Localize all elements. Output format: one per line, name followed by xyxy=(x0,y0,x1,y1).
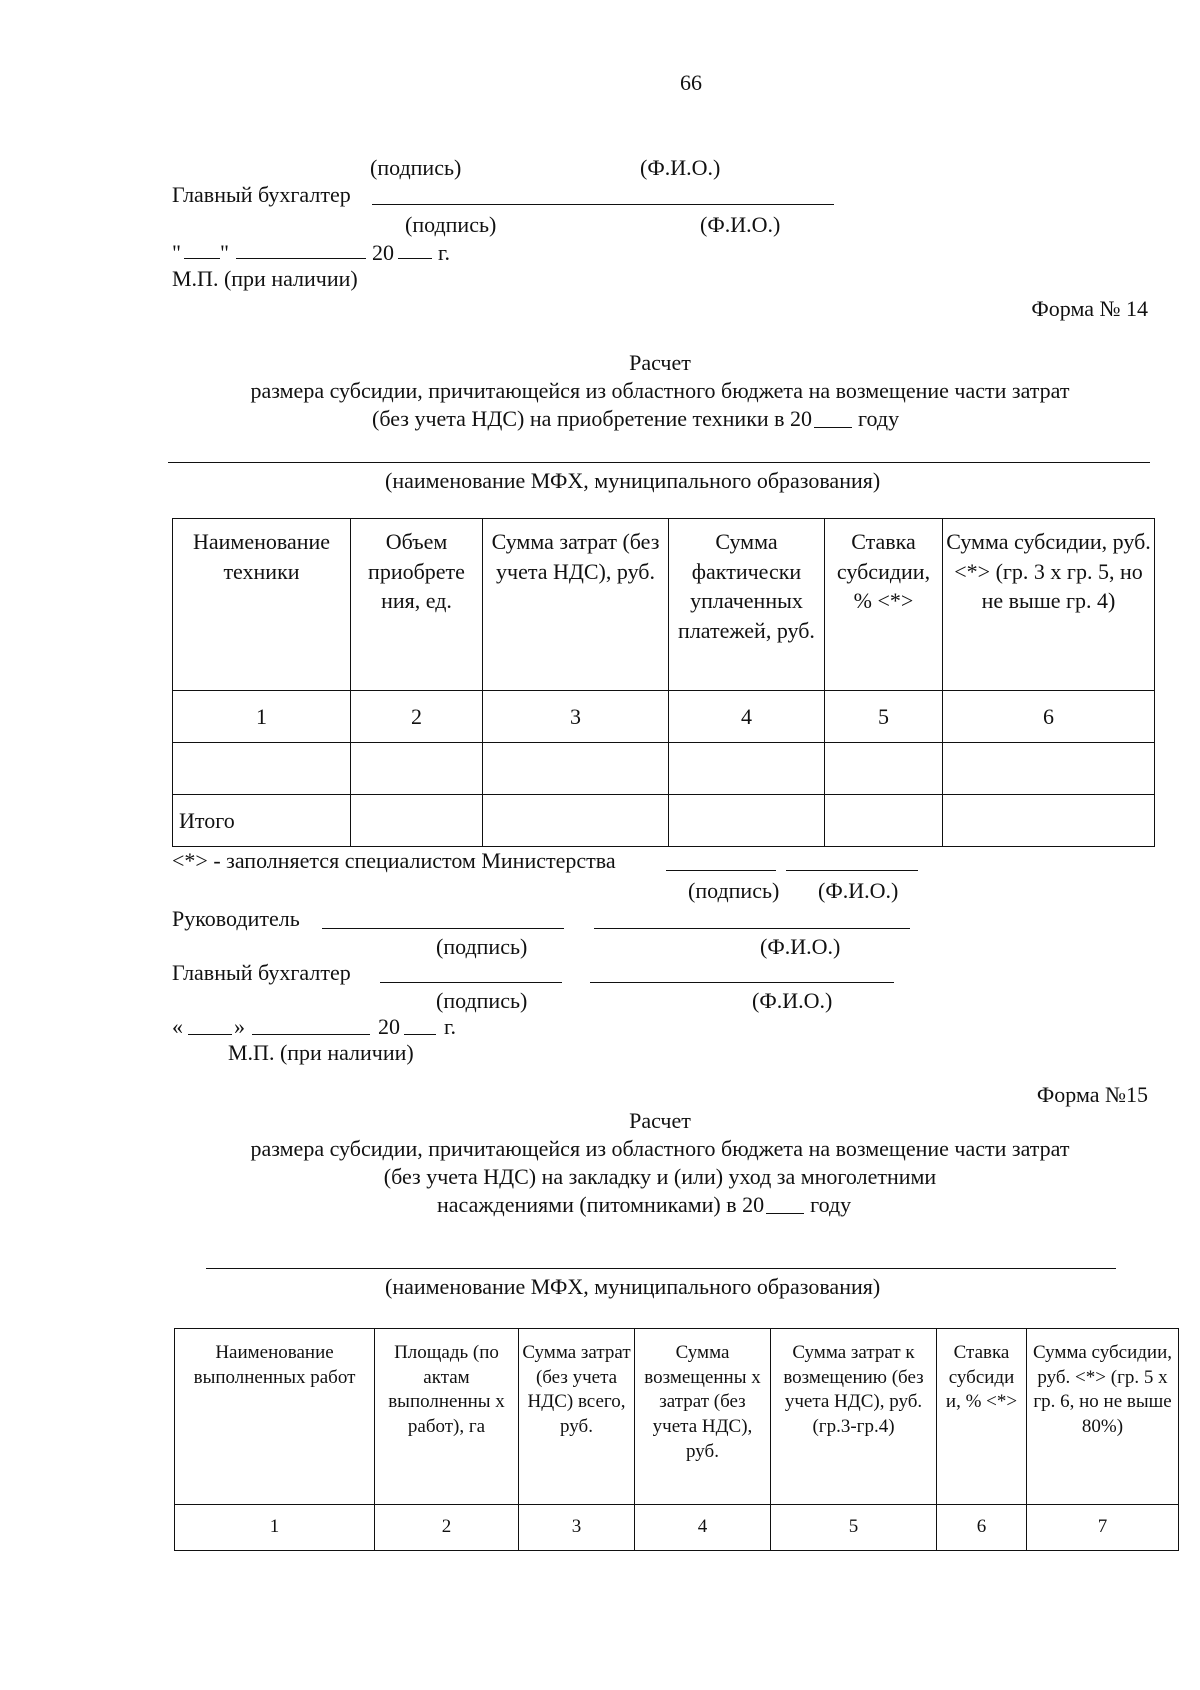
form14-header-cell: Сумма субсидии, руб. <*> (гр. 3 х гр. 5, но не выше гр. 4) xyxy=(943,519,1155,691)
top-chief-accountant-label: Главный бухгалтер xyxy=(172,182,351,207)
form14-date-open: « xyxy=(172,1014,183,1039)
form14-title: Расчет xyxy=(629,350,691,375)
form15-header-cell: Сумма субсидии, руб. <*> (гр. 5 х гр. 6, но не выше 80%) xyxy=(1027,1329,1179,1505)
form14-fn-podpis: (подпись) xyxy=(688,878,780,903)
top-date-open-quote: " xyxy=(172,240,181,265)
form14-col-number: 2 xyxy=(351,691,483,743)
form14-head-podpis: (подпись) xyxy=(436,934,528,959)
top-chief-signature-line xyxy=(372,204,834,205)
form15-year-blank xyxy=(766,1213,804,1214)
form14-header-cell: Сумма затрат (без учета НДС), руб. xyxy=(483,519,669,691)
form14-stamp: М.П. (при наличии) xyxy=(228,1040,414,1065)
form15-header-cell: Сумма затрат к возмещению (без учета НДС), руб. (гр.3-гр.4) xyxy=(771,1329,937,1505)
form15-subtitle-2: (без учета НДС) на закладку и (или) уход за многолетними xyxy=(383,1164,937,1189)
form14-col-number: 6 xyxy=(943,691,1155,743)
top-podpis-label-1: (подпись) xyxy=(370,155,462,180)
page-number: 66 xyxy=(680,70,702,95)
form15-header-cell: Ставка субсиди и, % <*> xyxy=(937,1329,1027,1505)
form15-subtitle-1: размера субсидии, причитающейся из областного бюджета на возмещение части затрат xyxy=(250,1136,1070,1161)
form14-org-line xyxy=(168,462,1150,463)
form14-chief-fio: (Ф.И.О.) xyxy=(752,988,833,1013)
form14-fn-fio: (Ф.И.О.) xyxy=(818,878,899,903)
form15-header-row xyxy=(175,1329,1179,1505)
form14-cell[interactable] xyxy=(943,795,1155,847)
form14-col-number: 5 xyxy=(825,691,943,743)
form14-subtitle-2a: (без учета НДС) на приобретение техники в 20 xyxy=(372,406,813,431)
form14-header-cell: Сумма фактически уплаченных платежей, руб. xyxy=(669,519,825,691)
form14-cell[interactable] xyxy=(351,743,483,795)
form14-cell[interactable] xyxy=(825,795,943,847)
form14-header-row xyxy=(173,519,1155,691)
form14-cell[interactable] xyxy=(669,795,825,847)
form15-table xyxy=(174,1328,1179,1551)
form14-header-cell: Ставка субсидии, % <*> xyxy=(825,519,943,691)
form14-fn-fio-line xyxy=(786,870,918,871)
form15-col-number: 3 xyxy=(519,1505,635,1551)
form14-footnote: <*> - заполняется специалистом Министерства xyxy=(172,848,616,873)
top-date-year: 20 xyxy=(372,240,394,265)
top-date-year-line xyxy=(398,258,432,259)
form14-total-row xyxy=(173,795,1155,847)
form14-cell[interactable] xyxy=(483,743,669,795)
top-date-month-line xyxy=(236,258,366,259)
form14-date-close: » xyxy=(234,1014,245,1039)
form14-header-cell: Наименование техники xyxy=(173,519,351,691)
top-date-day-line xyxy=(184,258,220,259)
form15-col-number: 4 xyxy=(635,1505,771,1551)
form15-header-cell: Наименование выполненных работ xyxy=(175,1329,375,1505)
form15-org-label: (наименование МФХ, муниципального образования) xyxy=(385,1274,881,1299)
form15-subtitle-3 xyxy=(437,1192,851,1217)
form14-chief-signature-line xyxy=(380,982,562,983)
form14-total-label: Итого xyxy=(173,795,351,847)
form14-cell[interactable] xyxy=(669,743,825,795)
top-stamp-label: М.П. (при наличии) xyxy=(172,266,358,291)
form15-header-cell: Площадь (по актам выполненны х работ), га xyxy=(375,1329,519,1505)
form15-col-number: 2 xyxy=(375,1505,519,1551)
form14-subtitle-2b: году xyxy=(858,406,900,431)
form14-date-month-line xyxy=(252,1034,370,1035)
top-fio-label-2: (Ф.И.О.) xyxy=(700,212,781,237)
form14-year-blank xyxy=(814,427,852,428)
form14-org-label: (наименование МФХ, муниципального образования) xyxy=(385,468,881,493)
form15-org-line xyxy=(206,1268,1116,1269)
form15-subtitle-3b: году xyxy=(810,1192,852,1217)
form14-col-number: 3 xyxy=(483,691,669,743)
form15-header-cell: Сумма возмещенны х затрат (без учета НДС), руб. xyxy=(635,1329,771,1505)
form14-empty-row xyxy=(173,743,1155,795)
form14-head-label: Руководитель xyxy=(172,906,300,931)
form14-date-year-line xyxy=(404,1034,436,1035)
form15-col-number: 7 xyxy=(1027,1505,1179,1551)
form14-col-number: 4 xyxy=(669,691,825,743)
form14-cell[interactable] xyxy=(173,743,351,795)
form15-col-number: 1 xyxy=(175,1505,375,1551)
form15-header-cell: Сумма затрат (без учета НДС) всего, руб. xyxy=(519,1329,635,1505)
form15-subtitle-3a: насаждениями (питомниками) в 20 xyxy=(437,1192,765,1217)
form15-title: Расчет xyxy=(629,1108,691,1133)
form14-head-signature-line xyxy=(322,928,564,929)
form15-column-number-row xyxy=(175,1505,1179,1551)
form14-header-cell: Объем приобрете ния, ед. xyxy=(351,519,483,691)
form14-column-number-row xyxy=(173,691,1155,743)
form14-label: Форма № 14 xyxy=(1031,296,1148,321)
form14-col-number: 1 xyxy=(173,691,351,743)
top-date-close-quote: " xyxy=(220,240,229,265)
form14-subtitle-1: размера субсидии, причитающейся из областного бюджета на возмещение части затрат xyxy=(250,378,1070,403)
form14-chief-fio-line xyxy=(590,982,894,983)
form14-subtitle-2 xyxy=(372,406,899,431)
form15-col-number: 6 xyxy=(937,1505,1027,1551)
top-podpis-label-2: (подпись) xyxy=(405,212,497,237)
form14-head-fio: (Ф.И.О.) xyxy=(760,934,841,959)
form14-cell[interactable] xyxy=(943,743,1155,795)
form14-chief-podpis: (подпись) xyxy=(436,988,528,1013)
form14-table xyxy=(172,518,1155,847)
form14-date-year: 20 xyxy=(378,1014,400,1039)
form15-label: Форма №15 xyxy=(1036,1082,1148,1107)
form14-head-fio-line xyxy=(594,928,910,929)
form14-date-g: г. xyxy=(444,1014,457,1039)
form15-col-number: 5 xyxy=(771,1505,937,1551)
form14-cell[interactable] xyxy=(483,795,669,847)
form14-cell[interactable] xyxy=(351,795,483,847)
top-fio-label-1: (Ф.И.О.) xyxy=(640,155,721,180)
form14-chief-label: Главный бухгалтер xyxy=(172,960,351,985)
top-date-g: г. xyxy=(438,240,451,265)
form14-cell[interactable] xyxy=(825,743,943,795)
form14-date-day-line xyxy=(188,1034,232,1035)
form14-fn-signature-line xyxy=(666,870,776,871)
